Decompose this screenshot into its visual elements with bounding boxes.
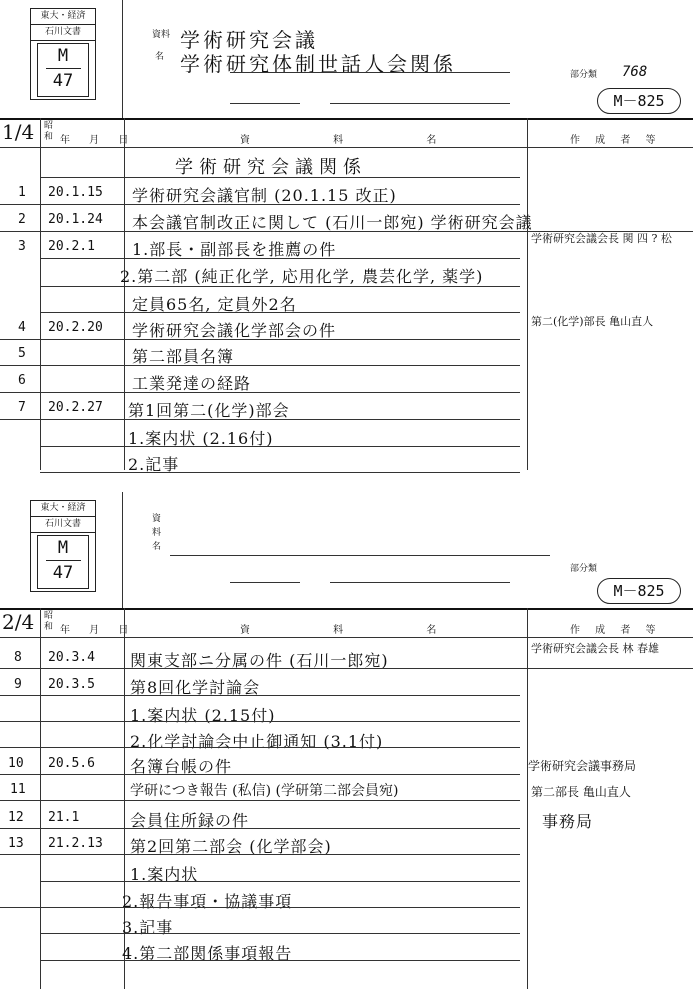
col-author-divider: [527, 608, 528, 989]
row-rule: [40, 312, 520, 313]
row-rule: [0, 419, 520, 420]
stamp-box: [37, 43, 89, 97]
row-rule: [0, 774, 520, 775]
label-ryo: 料: [152, 528, 162, 538]
row-date: 20.2.27: [48, 400, 103, 415]
col-author-divider: [527, 118, 528, 470]
row-title: 学術研究会議化学部会の件: [132, 321, 337, 340]
header-era: 昭和: [44, 611, 54, 632]
row-title: 2.化学討論会中止御通知 (3.1付): [130, 732, 384, 751]
row-rule: [40, 177, 520, 178]
row-number: 4: [18, 320, 26, 335]
row-rule: [0, 204, 520, 205]
archive-stamp: [30, 8, 96, 100]
row-author: 学術研究会議会長 林 春雄: [531, 642, 659, 655]
stamp-code: M: [57, 538, 69, 558]
row-number: 9: [14, 677, 22, 692]
row-title: 1.部長・副部長を推薦の件: [132, 240, 337, 259]
stamp-column-divider: [122, 0, 123, 118]
page-indicator: 2/4: [2, 610, 35, 634]
col-no-divider: [40, 118, 41, 470]
col-no-divider: [40, 608, 41, 989]
row-date: 20.3.5: [48, 677, 95, 692]
row-rule: [0, 800, 520, 801]
row-title: 学術研究会議官制 (20.1.15 改正): [132, 186, 397, 205]
row-title: 第二部員名簿: [132, 347, 235, 366]
row-date: 20.5.6: [48, 756, 95, 771]
row-number: 1: [18, 185, 26, 200]
class-number: 768: [622, 64, 648, 80]
stamp-number: 47: [52, 563, 74, 583]
row-rule: [0, 907, 520, 908]
row-title: 2.第二部 (純正化学, 応用化学, 農芸化学, 薬学): [120, 267, 484, 286]
stamp-line2: 石川文書: [31, 517, 95, 533]
stamp-box: [37, 535, 89, 589]
row-title: 関東支部ニ分属の件 (石川一郎宛): [130, 651, 389, 670]
row-date: 20.2.20: [48, 320, 103, 335]
label-shiryo: 資料: [152, 30, 171, 40]
row-rule: [40, 881, 520, 882]
row-title: 4.第二部関係事項報告: [122, 944, 293, 963]
label-shiryo: 資: [152, 514, 162, 524]
stamp-line1: 東大・経済: [31, 9, 95, 25]
row-number: 12: [8, 810, 24, 825]
row-rule: [40, 258, 520, 259]
row-rule: [0, 747, 520, 748]
section-title: 学術研究会議関係: [175, 157, 367, 178]
row-author: 事務局: [542, 812, 594, 831]
row-rule: [40, 446, 520, 447]
row-title: 本会議官制改正に関して (石川一郎宛) 学術研究会議: [132, 213, 533, 232]
row-rule: [40, 472, 520, 473]
title-underline-3: [330, 103, 510, 104]
header-name: 資 料 名: [240, 135, 477, 146]
row-rule: [40, 286, 520, 287]
row-rule: [0, 668, 693, 669]
table-top-border: [0, 608, 693, 610]
page-indicator: 1/4: [2, 120, 35, 144]
row-author: 第二(化学)部長 亀山直人: [531, 315, 654, 328]
row-rule: [0, 695, 520, 696]
classification-code: M－825: [597, 578, 681, 604]
title-underline-2: [230, 582, 300, 583]
row-author: 第二部長 亀山直人: [531, 785, 631, 799]
row-title: 会員住所録の件: [130, 811, 250, 830]
row-number: 13: [8, 836, 24, 851]
header-era: 昭和: [44, 121, 54, 142]
label-mei: 名: [155, 52, 165, 62]
row-rule: [0, 828, 520, 829]
classification-code: M－825: [597, 88, 681, 114]
document-title-2: 学術研究体制世話人会関係: [180, 52, 456, 76]
header-date: 年 月 日: [60, 135, 137, 146]
header-author: 作 成 者 等: [570, 625, 662, 636]
row-number: 11: [10, 782, 26, 797]
row-author: 学術研究会議事務局: [528, 759, 637, 773]
row-title: 2.報告事項・協議事項: [122, 892, 293, 911]
row-title: 2.記事: [128, 455, 180, 474]
row-title: 名簿台帳の件: [130, 757, 233, 776]
row-date: 20.3.4: [48, 650, 95, 665]
row-date: 20.1.24: [48, 212, 103, 227]
row-rule: [0, 721, 520, 722]
title-underline-3: [330, 582, 510, 583]
archive-stamp: [30, 500, 96, 592]
row-date: 21.2.13: [48, 836, 103, 851]
header-name: 資 料 名: [240, 625, 477, 636]
row-rule: [0, 231, 693, 232]
row-number: 5: [18, 346, 26, 361]
row-title: 1.案内状 (2.16付): [128, 429, 274, 448]
header-bottom-border: [0, 637, 693, 638]
table-top-border: [0, 118, 693, 120]
stamp-column-divider: [122, 492, 123, 610]
class-label: 部分類: [570, 70, 598, 80]
row-rule: [0, 339, 520, 340]
header-date: 年 月 日: [60, 625, 137, 636]
header-bottom-border: [0, 147, 693, 148]
row-rule: [0, 365, 520, 366]
header-author: 作 成 者 等: [570, 135, 662, 146]
row-title: 1.案内状: [130, 865, 199, 884]
stamp-number: 47: [52, 71, 74, 91]
title-underline: [230, 72, 510, 73]
row-number: 8: [14, 650, 22, 665]
row-number: 6: [18, 373, 26, 388]
row-title: 第1回第二(化学)部会: [128, 401, 290, 420]
title-underline: [170, 555, 550, 556]
row-date: 20.1.15: [48, 185, 103, 200]
row-number: 2: [18, 212, 26, 227]
row-number: 10: [8, 756, 24, 771]
row-rule: [40, 933, 520, 934]
row-title: 工業発達の経路: [132, 374, 252, 393]
row-rule: [0, 392, 520, 393]
col-date-divider: [124, 118, 125, 470]
row-title: 学研につき報告 (私信) (学研第二部会員宛): [130, 783, 399, 799]
row-rule: [40, 960, 520, 961]
stamp-line1: 東大・経済: [31, 501, 95, 517]
row-title: 定員65名, 定員外2名: [132, 295, 297, 314]
row-rule: [0, 854, 520, 855]
row-title: 第2回第二部会 (化学部会): [130, 837, 332, 856]
stamp-line2: 石川文書: [31, 25, 95, 41]
row-number: 3: [18, 239, 26, 254]
document-title-1: 学術研究会議: [180, 28, 318, 52]
row-date: 20.2.1: [48, 239, 95, 254]
stamp-code: M: [57, 46, 69, 66]
row-title: 第8回化学討論会: [130, 678, 261, 697]
row-title: 3.記事: [122, 918, 174, 937]
row-number: 7: [18, 400, 26, 415]
label-mei: 名: [152, 542, 162, 552]
class-label: 部分類: [570, 564, 598, 574]
title-underline-2: [230, 103, 300, 104]
row-title: 1.案内状 (2.15付): [130, 706, 276, 725]
row-date: 21.1: [48, 810, 80, 825]
row-author: 学術研究会議会長 関 四 ? 松: [531, 232, 672, 245]
